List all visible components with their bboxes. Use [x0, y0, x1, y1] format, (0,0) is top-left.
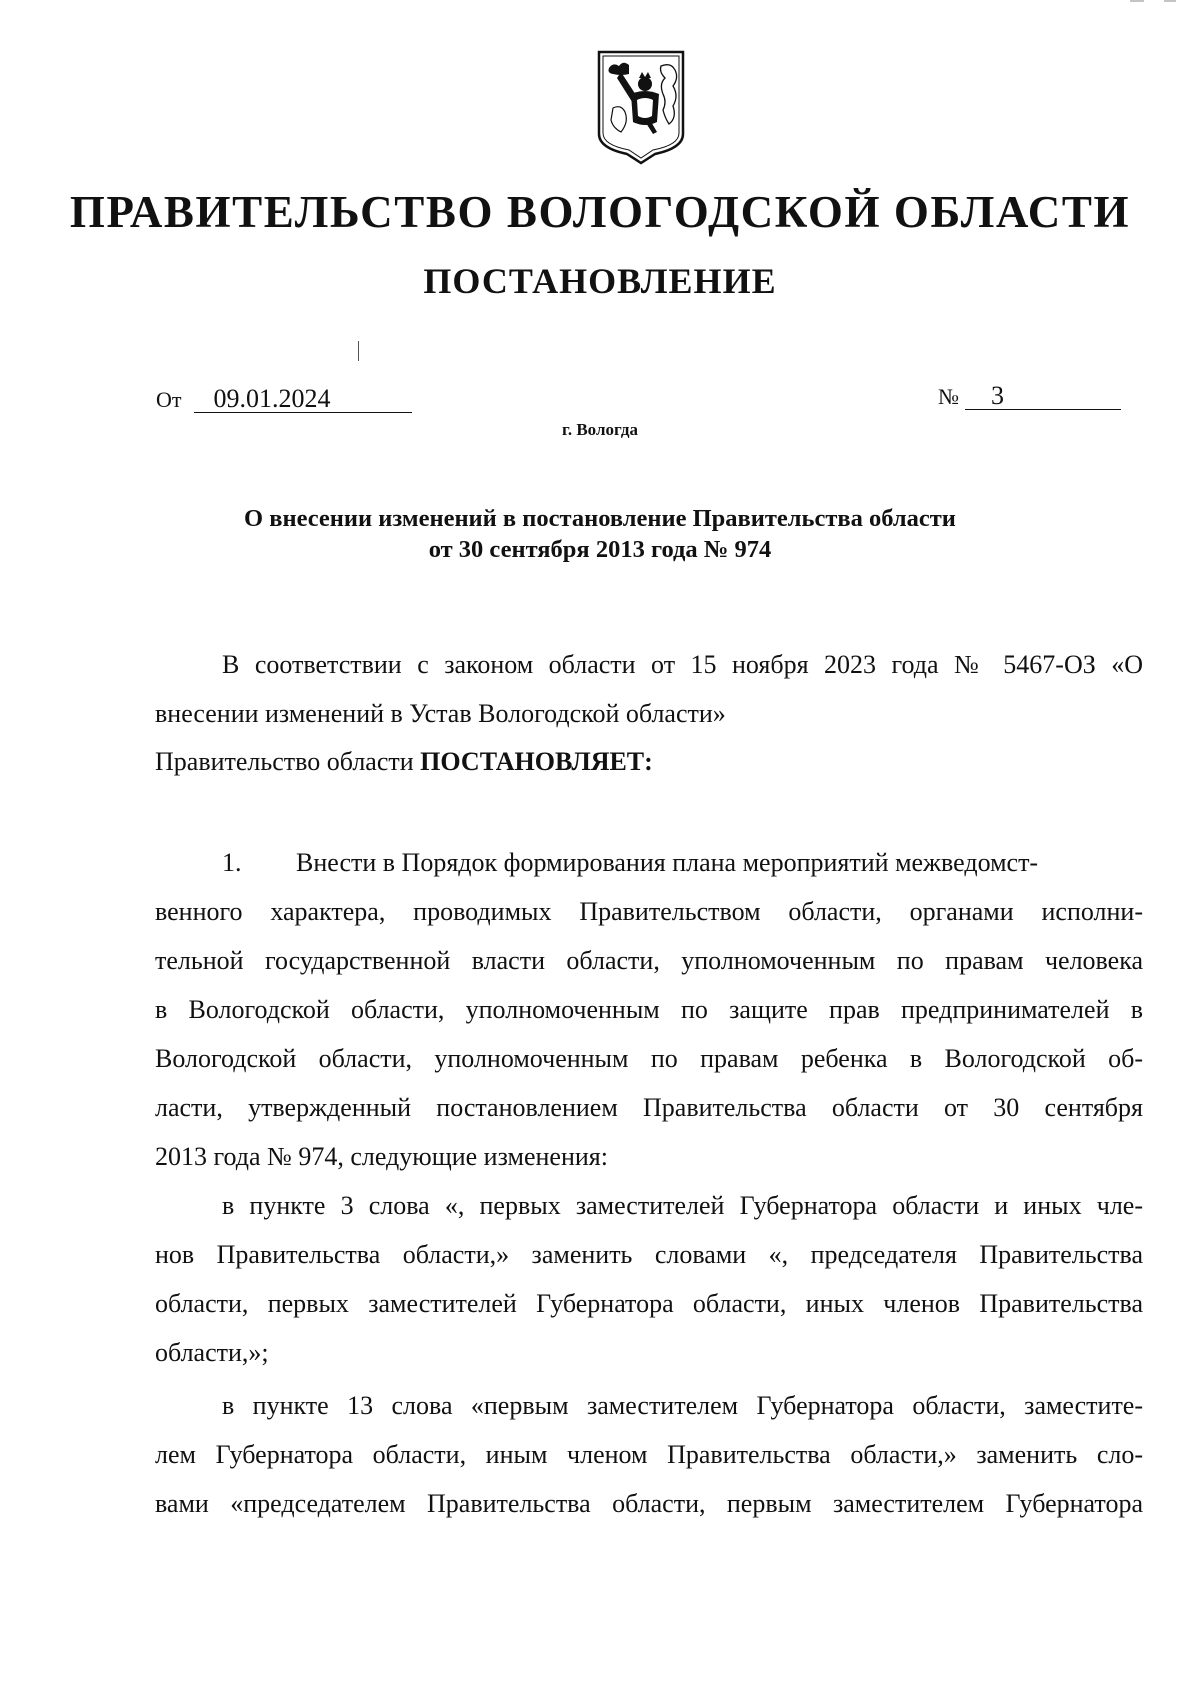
- item-line: в Вологодской области, уполномоченным по защите прав предпринимателей в: [155, 995, 1143, 1024]
- preamble-line: В соответствии с законом области от 15 ноября 2023 года № 5467-ОЗ «О: [222, 650, 1143, 679]
- change-line: лем Губернатора области, иным членом Правительства области,» заменить сло-: [155, 1440, 1143, 1469]
- item-number: 1.: [222, 848, 242, 877]
- preamble-subject: Правительство области: [155, 747, 414, 776]
- change-line: области,»;: [155, 1338, 269, 1367]
- preamble-resolution-line: [155, 745, 1143, 779]
- scan-tick-mark: [358, 341, 359, 361]
- item-text: Внести в Порядок формирования плана мероприятий межведомст-: [296, 848, 1039, 877]
- change-line: нов Правительства области,» заменить словами «, председателя Правительства: [155, 1240, 1143, 1269]
- change-line: вами «председателем Правительства области, первым заместителем Губернатора: [155, 1489, 1143, 1518]
- organization-title: ПРАВИТЕЛЬСТВО ВОЛОГОДСКОЙ ОБЛАСТИ: [69, 187, 1131, 237]
- date-value: 09.01.2024: [194, 386, 412, 413]
- document-number: [938, 382, 1121, 412]
- subject-line: от 30 сентября 2013 года № 974: [428, 536, 772, 563]
- scan-artifact: [1110, 0, 1200, 6]
- date-label: От: [156, 387, 182, 412]
- document-subject: [150, 503, 1050, 565]
- item-1-first-line: [222, 846, 1143, 880]
- item-line: тельной государственной власти области, уполномоченным по правам человека: [155, 946, 1143, 975]
- vologda-coat-of-arms-icon: [595, 48, 687, 166]
- document-type-heading: ПОСТАНОВЛЕНИЕ: [423, 261, 777, 301]
- change-line: в пункте 3 слова «, первых заместителей Губернатора области и иных чле-: [222, 1191, 1143, 1220]
- preamble-line: внесении изменений в Устав Вологодской области»: [155, 699, 726, 728]
- number-label: №: [938, 384, 959, 409]
- city-label: г. Вологда: [562, 420, 638, 439]
- document-date: [156, 385, 412, 415]
- item-line: венного характера, проводимых Правительством области, органами исполни-: [155, 897, 1143, 926]
- resolves-keyword: ПОСТАНОВЛЯЕТ:: [420, 747, 653, 776]
- change-line: в пункте 13 слова «первым заместителем Губернатора области, заместите-: [222, 1391, 1143, 1420]
- item-line: Вологодской области, уполномоченным по правам ребенка в Вологодской об-: [155, 1044, 1143, 1073]
- number-value: 3: [965, 383, 1121, 410]
- coat-of-arms-emblem: [595, 48, 687, 166]
- subject-line: О внесении изменений в постановление Правительства области: [244, 505, 956, 532]
- item-line: ласти, утвержденный постановлением Правительства области от 30 сентября: [155, 1093, 1143, 1122]
- change-line: области, первых заместителей Губернатора области, иных членов Правительства: [155, 1289, 1143, 1318]
- item-line: 2013 года № 974, следующие изменения:: [155, 1142, 608, 1171]
